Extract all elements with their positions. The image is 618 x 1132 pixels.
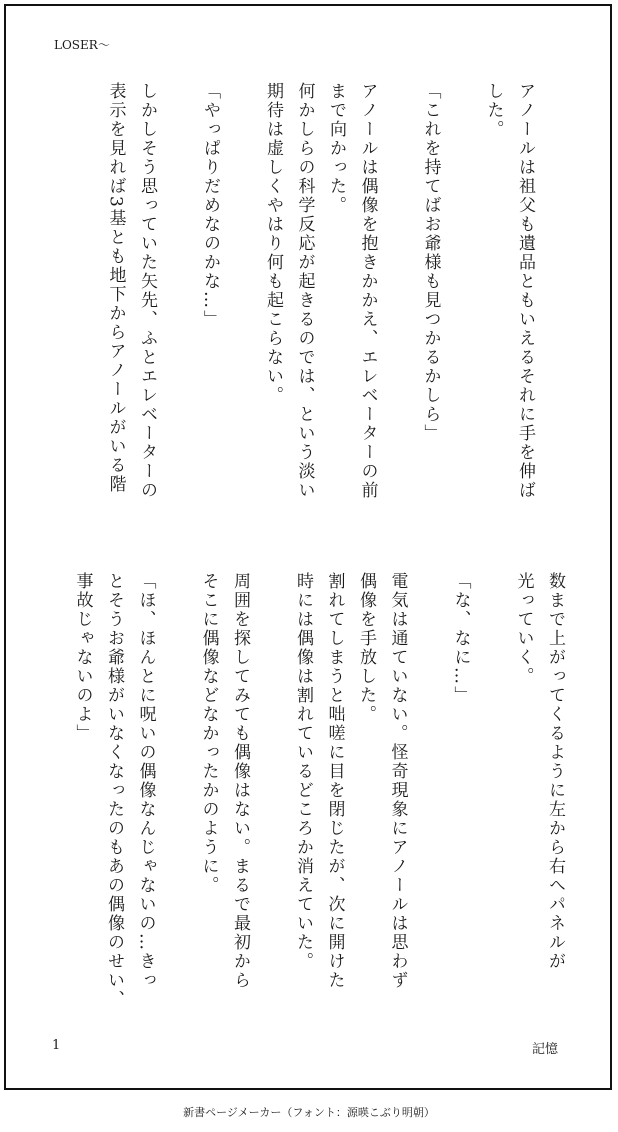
text-column: 「これを持てばお爺様も見つかるかしら」: [420, 82, 441, 443]
page-number: 1: [52, 1038, 61, 1053]
text-column: とそうお爺様がいなくなったのもあの偶像のせい、: [104, 572, 124, 1009]
text-column: 期待は虚しくやはり何も起こらない。: [263, 82, 283, 405]
chapter-title: 記憶: [532, 1042, 559, 1057]
text-column: 事故じゃないのよ」: [72, 572, 93, 743]
text-column: [446, 82, 478, 522]
text-column: そこに偶像などなかったかのように。: [198, 572, 219, 895]
text-column: 電気は通ていない。怪奇現象にアノールは思わず: [387, 572, 408, 990]
text-column: した。: [483, 82, 504, 139]
text-column: [161, 572, 193, 1012]
text-column: アノールは祖父も遺品ともいえるそれに手を伸ば: [515, 82, 535, 500]
upper-text-block: [99, 82, 540, 522]
text-column: [476, 572, 508, 1012]
text-column: [413, 572, 445, 1012]
text-column: 「ほ、ほんとに呪いの偶像なんじゃないの…きっ: [135, 572, 156, 990]
lower-text-block: [66, 572, 570, 1012]
text-column: 「やっぱりだめなのかな…」: [200, 82, 220, 329]
text-column: アノールは偶像を抱きかかえ、エレベーターの前: [357, 82, 378, 500]
text-column: 何かしらの科学反応が起きるのでは、という淡い: [294, 82, 315, 500]
text-column: 数まで上がってくるように左から右へパネルが: [545, 572, 565, 971]
text-column: [225, 82, 257, 522]
text-column: 表示を見れば3基とも地下からアノールがいる階: [105, 82, 126, 494]
footer-caption: 新書ページメーカー（フォント：源暎こぶり明朝）: [183, 1106, 435, 1119]
text-column: しかしそう思っていた矢先、ふとエレベーターの: [137, 82, 157, 500]
text-column: [383, 82, 415, 522]
text-column: [162, 82, 194, 522]
text-column: 偶像を手放した。: [356, 572, 376, 724]
text-column: 割れてしまうと咄嗟に目を閉じたが、次に開けた: [324, 572, 345, 990]
text-column: 「な、なに…」: [450, 572, 471, 705]
text-column: 周囲を探してみても偶像はない。まるで最初から: [230, 572, 250, 990]
text-column: まで向かった。: [326, 82, 346, 215]
running-title: LOSER〜: [54, 38, 110, 52]
text-column: 光っていく。: [513, 572, 534, 686]
text-column: [255, 572, 287, 1012]
text-column: 時には偶像は割れているどころか消えていた。: [293, 572, 313, 971]
